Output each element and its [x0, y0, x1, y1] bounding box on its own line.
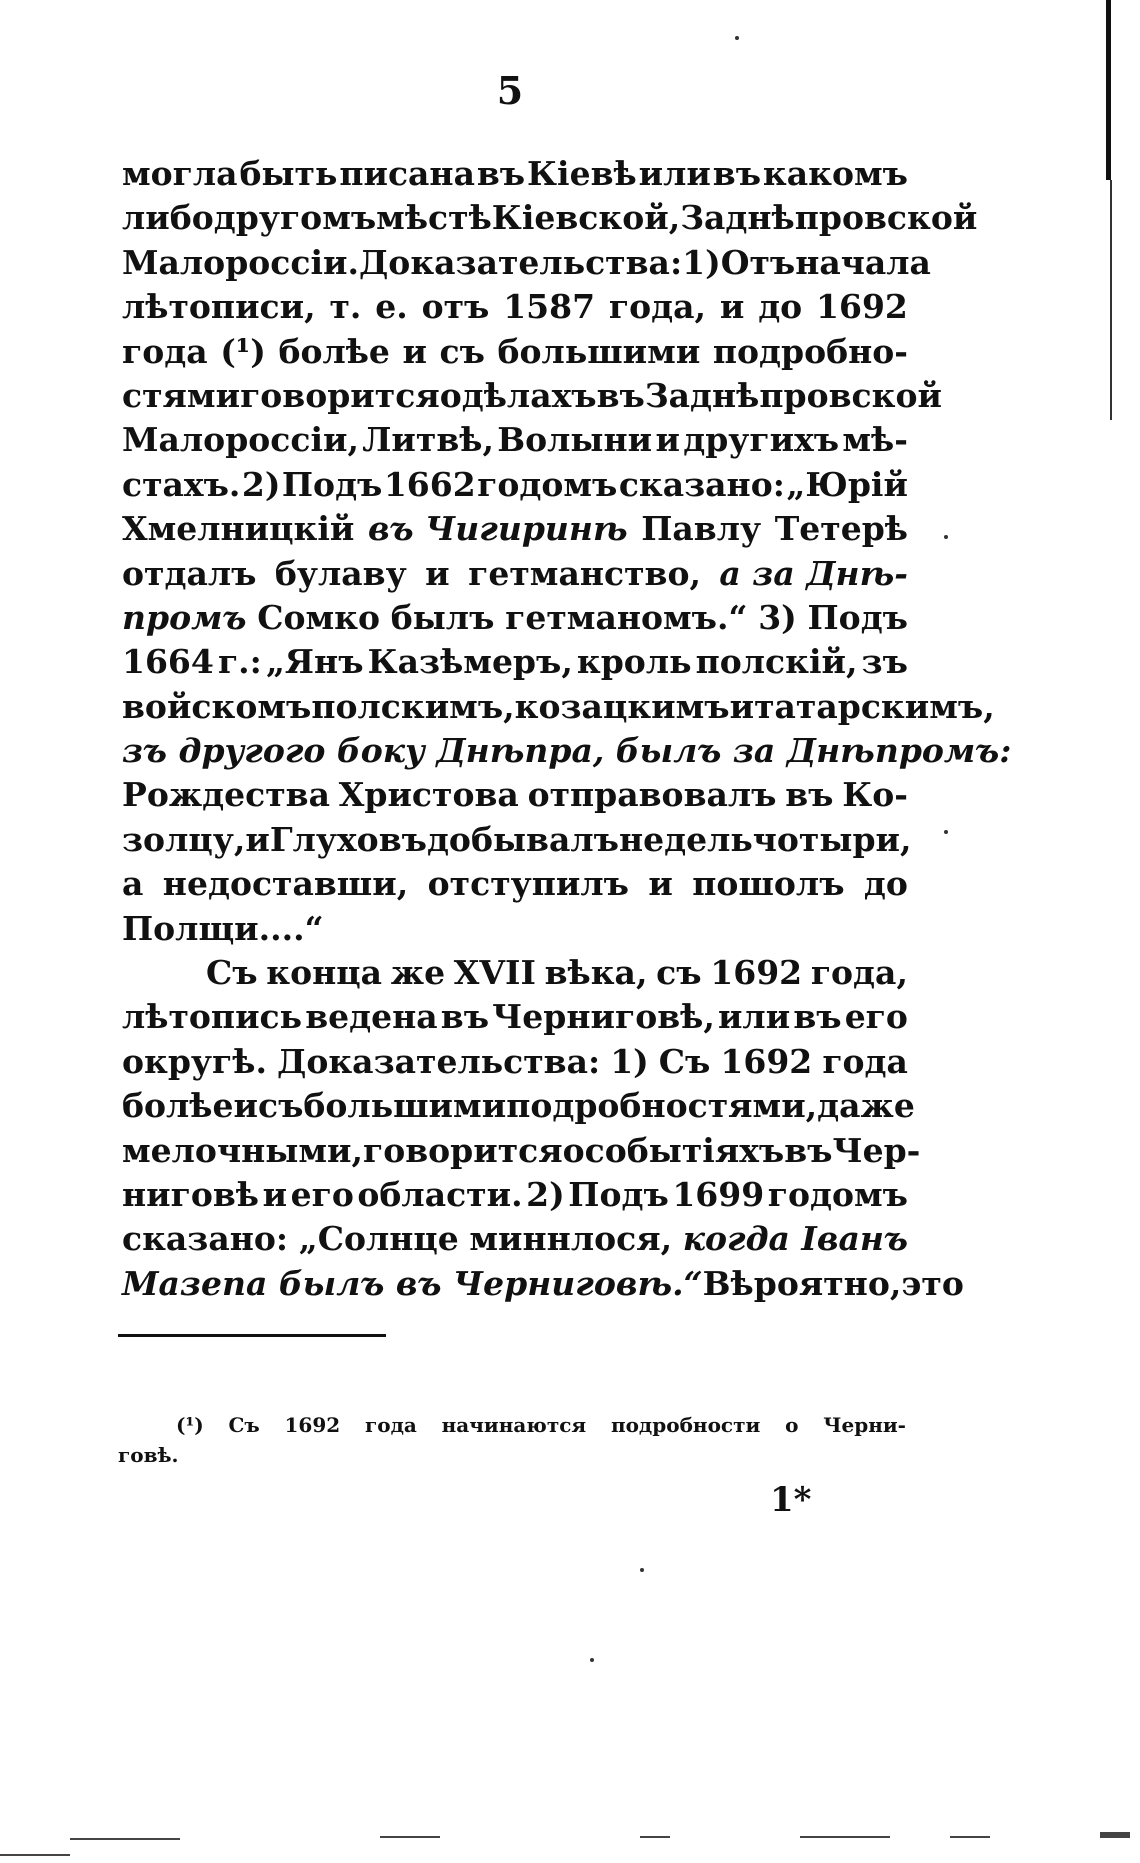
word: мелочными, — [122, 1130, 363, 1170]
page-number: 5 — [496, 68, 524, 113]
word: (¹) — [220, 331, 266, 371]
word: а за Днѣ- — [719, 553, 908, 593]
word: Черниговѣ, — [492, 997, 715, 1037]
word: даже — [817, 1086, 915, 1126]
word: г.: — [217, 642, 262, 682]
word: Кіевской, — [491, 198, 681, 238]
word: до — [863, 864, 908, 904]
page-edge-mark — [1106, 0, 1111, 180]
word: Литвѣ, — [362, 420, 494, 460]
text-line — [122, 330, 908, 374]
word: чотыри, — [752, 819, 912, 859]
word: отдалъ — [122, 553, 257, 593]
word: подробности — [610, 1413, 761, 1437]
word: ведена — [305, 997, 438, 1037]
text-line — [122, 1217, 908, 1261]
word: Казѣмеръ, — [367, 642, 573, 682]
word: е. — [375, 287, 408, 327]
text-line — [122, 463, 908, 507]
word: (¹) — [176, 1413, 204, 1437]
word: о — [562, 1130, 585, 1170]
scan-speck — [735, 36, 739, 40]
text-line — [122, 995, 908, 1039]
word: Подъ — [568, 1174, 669, 1214]
word: Чер- — [832, 1130, 921, 1170]
word: говорится — [362, 1130, 563, 1170]
word: и — [233, 1086, 258, 1126]
word: Съ — [658, 1041, 711, 1081]
text-line — [122, 152, 908, 196]
word: зъ — [861, 642, 908, 682]
word: Доказательства: — [358, 242, 683, 282]
word: Хмелницкій — [122, 509, 355, 549]
word: до — [758, 287, 803, 327]
word: въ — [440, 997, 490, 1037]
word: 1) — [682, 242, 721, 282]
word: Глуховъ — [269, 819, 427, 859]
word: большими — [497, 331, 701, 371]
word: конца — [266, 953, 383, 993]
word: Полщи....“ — [122, 908, 324, 948]
word: лѣтописи, — [122, 287, 316, 327]
word: 2) — [526, 1174, 565, 1214]
word: большими — [303, 1086, 507, 1126]
scan-edge-marks — [0, 1828, 1140, 1858]
word: начинаются — [441, 1413, 587, 1437]
word: и — [402, 331, 427, 371]
word: Тетерѣ — [774, 509, 908, 549]
word: Малороссіи, — [122, 420, 359, 460]
word: области. — [357, 1174, 523, 1214]
word: писана — [339, 154, 475, 193]
text-line — [122, 241, 931, 285]
word: въ — [476, 154, 526, 193]
text-line — [122, 418, 908, 462]
text-line — [122, 1262, 964, 1306]
text-line — [122, 862, 908, 906]
word: болѣе — [278, 331, 390, 371]
word: недоставши, — [162, 864, 409, 904]
word: въ — [784, 1130, 833, 1170]
scan-speck — [590, 1658, 594, 1662]
word: годомъ — [477, 464, 618, 504]
word: мѣ- — [842, 420, 908, 460]
text-line — [122, 640, 908, 684]
word: и — [648, 864, 673, 904]
word: пошолъ — [692, 864, 845, 904]
word: Сомко — [257, 597, 380, 637]
text-line — [122, 907, 908, 951]
word: сказано: — [618, 464, 785, 504]
word: Доказательства: — [277, 1041, 601, 1081]
text-line — [122, 1084, 915, 1128]
word: Съ — [206, 953, 258, 993]
word: года, — [810, 953, 908, 993]
word: какомъ — [762, 154, 908, 193]
word: 1692 — [816, 287, 908, 327]
body-text — [122, 152, 1012, 1306]
word: другомъ — [213, 198, 377, 238]
word: 1) — [610, 1041, 649, 1081]
text-line — [122, 552, 908, 596]
word: 1587 — [503, 287, 596, 327]
word: отъ — [421, 287, 490, 327]
word: же — [390, 953, 446, 993]
word: говѣ. — [118, 1443, 179, 1467]
word: 1664 — [122, 642, 214, 682]
footnote — [118, 1410, 906, 1470]
word: съ — [439, 331, 485, 371]
word: года — [364, 1413, 417, 1437]
word: XVII — [453, 953, 536, 993]
word: т. — [329, 287, 362, 327]
word: Съ — [228, 1413, 260, 1437]
word: или — [717, 997, 791, 1037]
text-line — [122, 596, 908, 640]
scan-speck — [640, 1568, 644, 1572]
scan-speck — [944, 535, 948, 539]
word: отступилъ — [427, 864, 629, 904]
word: быть — [239, 154, 338, 193]
word: козацкимъ — [514, 686, 730, 726]
text-line — [122, 1040, 908, 1084]
text-line — [122, 773, 908, 817]
word: въ — [793, 997, 842, 1037]
word: 1662 — [383, 464, 476, 504]
word: Вѣроятно, — [702, 1263, 902, 1303]
word: гетманомъ.“ — [505, 597, 748, 637]
word: 2) — [241, 464, 281, 504]
word: недель — [618, 819, 753, 859]
word: и — [245, 819, 270, 859]
word: Кіевѣ — [527, 154, 637, 193]
word: съ — [257, 1086, 304, 1126]
word: полскимъ, — [311, 686, 515, 726]
word: Рождества — [122, 775, 330, 815]
word: гетманство, — [468, 553, 701, 593]
word: или — [638, 154, 711, 193]
text-line — [122, 1129, 921, 1173]
word: золцу, — [122, 819, 246, 859]
word: а — [122, 864, 144, 904]
word: стями — [122, 375, 241, 415]
word: Отъ — [720, 242, 796, 282]
word: войскомъ — [122, 686, 312, 726]
word: о — [439, 375, 462, 415]
word: стахъ. — [122, 464, 241, 504]
word: болѣе — [122, 1086, 234, 1126]
word: вѣка, — [544, 953, 648, 993]
word: мѣстѣ — [376, 198, 492, 238]
word: Мазепа былъ въ Черниговѣ.“ — [122, 1263, 703, 1303]
word: и — [655, 420, 680, 460]
word: событіяхъ — [584, 1130, 785, 1170]
footnote-line — [176, 1410, 906, 1440]
text-line — [122, 818, 912, 862]
word: его — [844, 997, 908, 1037]
word: „Юрій — [786, 464, 908, 504]
word: и — [719, 287, 745, 327]
word: 3) — [758, 597, 797, 637]
word: 1692 — [284, 1413, 341, 1437]
text-line — [122, 951, 908, 995]
word: съ — [656, 953, 702, 993]
word: Малороссіи. — [122, 242, 359, 282]
word: добывалъ — [426, 819, 619, 859]
word: татарскимъ, — [754, 686, 995, 726]
word: въ — [596, 375, 645, 415]
word: Подъ — [281, 464, 383, 504]
word: Волыни — [497, 420, 653, 460]
word: въ — [712, 154, 762, 193]
word: и — [262, 1174, 288, 1214]
text-line — [122, 729, 1012, 773]
word: дѣлахъ — [461, 375, 597, 415]
word: въ — [785, 775, 834, 815]
text-line — [122, 196, 978, 240]
word: о — [785, 1413, 799, 1437]
word: отправовалъ — [527, 775, 777, 815]
printer-signature-mark: 1* — [770, 1480, 812, 1520]
word: зъ другого боку Днѣпра, былъ за Днѣпромъ: — [122, 731, 1012, 771]
word: и — [425, 553, 450, 593]
word: подробностями, — [506, 1086, 818, 1126]
word: полскій, — [695, 642, 858, 682]
text-line — [122, 685, 995, 729]
scan-speck — [944, 830, 948, 834]
text-line — [122, 374, 942, 418]
word: 1692 — [710, 953, 803, 993]
word: булаву — [274, 553, 407, 593]
text-line — [122, 1173, 908, 1217]
word: Заднѣпровской — [680, 198, 978, 238]
word: Павлу — [641, 509, 762, 549]
word: миннлося, — [469, 1219, 673, 1259]
word: округѣ. — [122, 1041, 267, 1081]
word: ниговѣ — [122, 1174, 259, 1214]
word: года, — [608, 287, 707, 327]
footnote-line — [118, 1440, 848, 1470]
word: „Янъ — [265, 642, 364, 682]
word: подробно- — [712, 331, 908, 371]
word: говорится — [240, 375, 440, 415]
text-line — [122, 507, 908, 551]
word: года — [822, 1041, 908, 1081]
word: 1692 — [720, 1041, 813, 1081]
word: и — [729, 686, 755, 726]
word: былъ — [390, 597, 495, 637]
word: 1699 — [672, 1174, 765, 1214]
word: это — [901, 1263, 964, 1303]
word: „Солнце — [298, 1219, 459, 1259]
word: когда Іванъ — [682, 1219, 908, 1259]
word: кроль — [576, 642, 692, 682]
word: Ко- — [842, 775, 908, 815]
word: Заднѣпровской — [644, 375, 942, 415]
word: Подъ — [807, 597, 908, 637]
word: другихъ — [683, 420, 840, 460]
word: сказано: — [122, 1219, 289, 1259]
word: года — [122, 331, 208, 371]
text-line — [122, 285, 908, 329]
page-edge-mark — [1110, 180, 1112, 420]
footnote-divider — [118, 1334, 386, 1337]
word: начала — [795, 242, 931, 282]
word: промъ — [122, 597, 247, 637]
word: лѣтопись — [122, 997, 303, 1037]
word: могла — [122, 154, 238, 193]
word: Христова — [338, 775, 519, 815]
word: въ Чигиринѣ — [368, 509, 628, 549]
word: годомъ — [767, 1174, 908, 1214]
word: его — [290, 1174, 354, 1214]
word: Черни- — [823, 1413, 906, 1437]
word: либо — [122, 198, 214, 238]
